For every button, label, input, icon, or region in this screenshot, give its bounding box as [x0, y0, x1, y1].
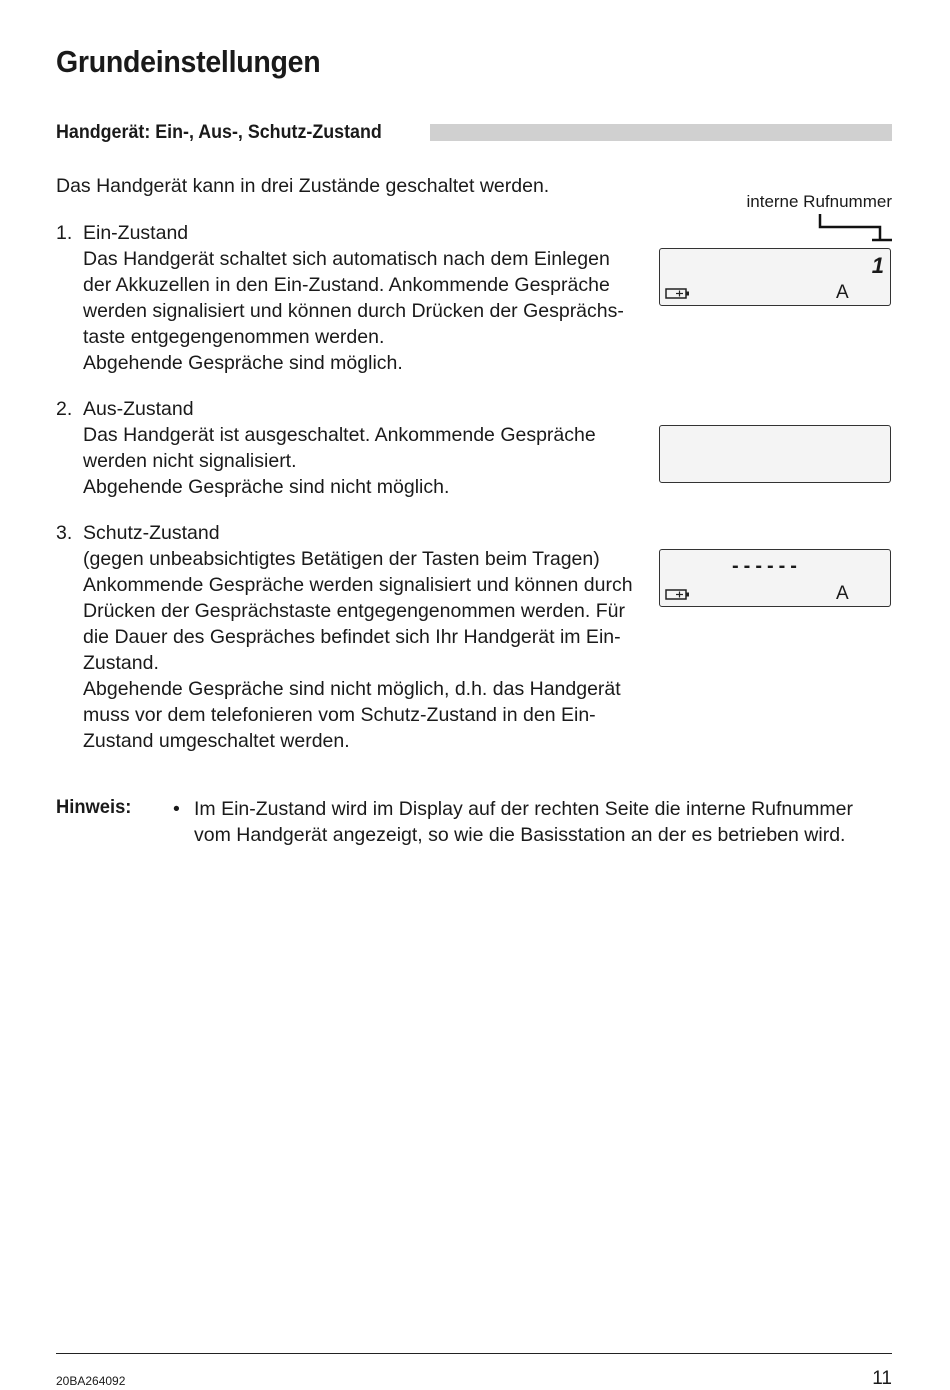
footer-rule	[56, 1353, 892, 1354]
item-line: Das Handgerät schaltet sich automatisch nach dem Einlegen	[83, 248, 610, 270]
note-label: Hinweis:	[56, 796, 132, 818]
item-line: (gegen unbeabsichtigtes Betätigen der Tasten beim Tragen)	[83, 548, 600, 570]
lcd-letter: A	[836, 282, 849, 303]
item-line: werden signalisiert und können durch Drücken der Gesprächs-	[83, 300, 624, 322]
lcd-internal-number: 1	[871, 253, 884, 278]
lcd-letter: A	[836, 583, 849, 604]
item-line: Zustand.	[83, 652, 159, 674]
section-title: Handgerät: Ein-, Aus-, Schutz-Zustand	[56, 122, 382, 143]
item-number: 3.	[56, 522, 73, 544]
item-line: Abgehende Gespräche sind nicht möglich.	[83, 476, 450, 498]
item-line: taste entgegengenommen werden.	[83, 326, 385, 348]
note-line: vom Handgerät angezeigt, so wie die Basisstation an der es betrieben wird.	[194, 824, 846, 846]
lcd-display-off	[659, 425, 891, 483]
state-item-protect	[56, 520, 646, 754]
item-line: Zustand umgeschaltet werden.	[83, 730, 350, 752]
note-line: Im Ein-Zustand wird im Display auf der rechten Seite die interne Rufnummer	[194, 798, 853, 820]
section-heading-bar	[430, 124, 892, 141]
item-line: Ankommende Gespräche werden signalisiert und können durch	[83, 574, 633, 596]
lcd-dashes: ------	[732, 555, 802, 577]
item-number: 1.	[56, 222, 73, 244]
intro-text: Das Handgerät kann in drei Zustände geschaltet werden.	[56, 175, 550, 197]
callout-line	[812, 212, 894, 246]
battery-icon	[665, 287, 691, 300]
item-heading: Ein-Zustand	[83, 222, 189, 244]
item-line: Abgehende Gespräche sind nicht möglich, d.h. das Handgerät	[83, 678, 621, 700]
item-line: werden nicht signalisiert.	[83, 450, 297, 472]
callout-label: interne Rufnummer	[746, 192, 892, 211]
state-item-off	[56, 396, 646, 500]
item-heading: Aus-Zustand	[83, 398, 194, 420]
lcd-display-protect	[659, 549, 891, 607]
doc-code: 20BA264092	[56, 1374, 126, 1388]
bullet-icon: •	[173, 798, 180, 820]
item-heading: Schutz-Zustand	[83, 522, 220, 544]
item-number: 2.	[56, 398, 73, 420]
page-number: 11	[872, 1368, 892, 1389]
item-line: Drücken der Gesprächstaste entgegengenommen werden. Für	[83, 600, 625, 622]
item-line: Abgehende Gespräche sind möglich.	[83, 352, 403, 374]
page-title: Grundeinstellungen	[56, 44, 321, 79]
state-item-on	[56, 220, 646, 376]
item-line: muss vor dem telefonieren vom Schutz-Zustand in den Ein-	[83, 704, 596, 726]
battery-icon	[665, 588, 691, 601]
item-line: die Dauer des Gespräches befindet sich Ihr Handgerät im Ein-	[83, 626, 621, 648]
item-line: der Akkuzellen in den Ein-Zustand. Ankommende Gespräche	[83, 274, 610, 296]
item-line: Das Handgerät ist ausgeschaltet. Ankommende Gespräche	[83, 424, 596, 446]
section-heading	[56, 121, 892, 145]
lcd-display-on	[659, 248, 891, 306]
